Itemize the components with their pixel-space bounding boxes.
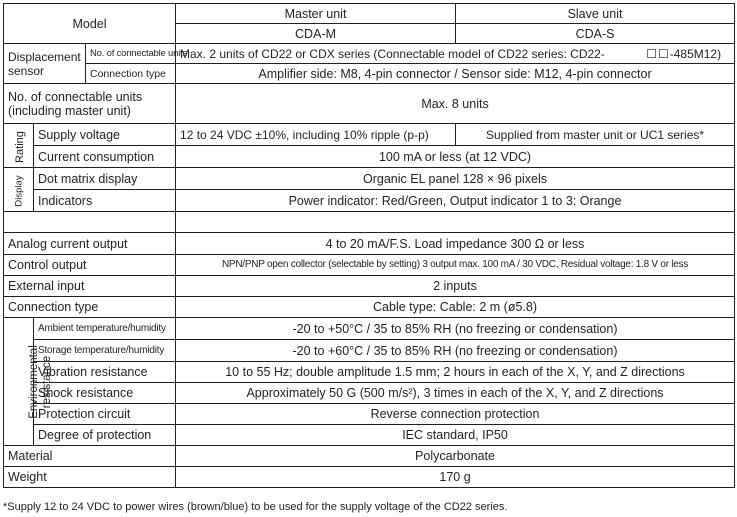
analog-row — [4, 233, 735, 255]
displacement-connection-row — [4, 64, 735, 84]
slave-unit-header: Slave unit — [456, 4, 735, 24]
environmental-category-text — [28, 345, 54, 419]
supply-voltage-slave: Supplied from master unit or UC1 series* — [456, 124, 735, 146]
protection-circuit-label: Protection circuit — [34, 404, 176, 425]
connectable-units-max: Max. 8 units — [176, 84, 735, 124]
supply-voltage-label: Supply voltage — [34, 124, 176, 146]
ambient-label: Ambient temperature/humidity — [34, 318, 176, 340]
model-placeholder-boxes: ☐☐ — [646, 46, 670, 61]
ambient-value: -20 to +50°C / 35 to 85% RH (no freezing or condensation) — [176, 318, 735, 340]
external-input-value: 2 inputs — [176, 276, 735, 297]
dot-matrix-label: Dot matrix display — [34, 168, 176, 190]
weight-label: Weight — [4, 467, 176, 488]
environmental-category — [4, 318, 53, 446]
material-value: Polycarbonate — [176, 446, 735, 467]
supply-voltage-row — [4, 124, 735, 146]
blank-value-cell — [176, 212, 735, 233]
storage-row — [4, 340, 735, 362]
connection-type-label: Connection type — [4, 297, 176, 318]
indicators-label: Indicators — [34, 190, 176, 212]
slave-model: CDA-S — [456, 24, 735, 44]
displacement-connectable-row — [4, 44, 735, 64]
vibration-value: 10 to 55 Hz; double amplitude 1.5 mm; 2 hours in each of the X, Y, and Z directions — [176, 362, 735, 383]
analog-output-label: Analog current output — [4, 233, 176, 255]
degree-protection-label: Degree of protection — [34, 425, 176, 446]
connection-type-cable: Cable type: Cable: 2 m (ø5.8) — [176, 297, 735, 318]
connectable-units-line2: (including master unit) — [8, 103, 131, 118]
ambient-row — [4, 318, 735, 340]
master-model: CDA-M — [176, 24, 456, 44]
blank-label-cell — [4, 212, 176, 233]
connectable-units-label — [4, 84, 176, 124]
material-row — [4, 446, 735, 467]
vibration-row — [4, 362, 735, 383]
environmental-line1: Environmental — [27, 344, 40, 419]
weight-value: 170 g — [176, 467, 735, 488]
degree-row — [4, 425, 735, 446]
displacement-label-line2: sensor — [8, 63, 45, 78]
degree-protection-value: IEC standard, IP50 — [176, 425, 735, 446]
control-row — [4, 255, 735, 276]
connectable-units-line1: No. of connectable units — [8, 89, 143, 104]
connectable-units-row — [4, 84, 735, 124]
environmental-line2: resistance — [40, 355, 53, 408]
current-consumption-label: Current consumption — [34, 146, 176, 168]
external-input-row — [4, 276, 735, 297]
header-row — [4, 4, 735, 24]
shock-row — [4, 383, 735, 404]
current-consumption-value: 100 mA or less (at 12 VDC) — [176, 146, 735, 168]
connection-type-value: Amplifier side: M8, 4-pin connector / Sensor side: M12, 4-pin connector — [176, 64, 735, 84]
material-label: Material — [4, 446, 176, 467]
control-output-label: Control output — [4, 255, 176, 276]
rating-category — [4, 124, 34, 168]
dot-matrix-row — [4, 168, 735, 190]
spec-table — [3, 3, 735, 488]
external-input-label: External input — [4, 276, 176, 297]
connectable-units-sublabel: No. of connectable units — [86, 44, 176, 64]
shock-value: Approximately 50 G (500 m/s²), 3 times in each of the X, Y, and Z directions — [176, 383, 735, 404]
model-header: Model — [4, 4, 176, 44]
master-unit-header: Master unit — [176, 4, 456, 24]
protection-circuit-row — [4, 404, 735, 425]
indicators-row — [4, 190, 735, 212]
indicators-value: Power indicator: Red/Green, Output indicator 1 to 3: Orange — [176, 190, 735, 212]
blank-row — [4, 212, 735, 233]
storage-label: Storage temperature/humidity — [34, 340, 176, 362]
connectable-value-prefix: Max. 2 units of CD22 or CDX series (Connectable model of CD22 series: CD22- — [180, 46, 605, 61]
connection-row — [4, 297, 735, 318]
display-category-text: Display — [13, 175, 25, 207]
shock-label: Shock resistance — [34, 383, 176, 404]
control-output-value: NPN/PNP open collector (selectable by setting) 3 output max. 100 mA / 30 VDC, Residual voltage: 1.8 V or less — [176, 255, 735, 276]
display-category — [4, 168, 34, 212]
supply-voltage-master: 12 to 24 VDC ±10%, including 10% ripple (p-p) — [176, 124, 456, 146]
connectable-units-value — [176, 44, 735, 64]
displacement-sensor-label — [4, 44, 86, 84]
storage-value: -20 to +60°C / 35 to 85% RH (no freezing or condensation) — [176, 340, 735, 362]
vibration-label: Vibration resistance — [34, 362, 176, 383]
dot-matrix-value: Organic EL panel 128 × 96 pixels — [176, 168, 735, 190]
protection-circuit-value: Reverse connection protection — [176, 404, 735, 425]
connection-type-sublabel: Connection type — [86, 64, 176, 84]
connectable-value-suffix: -485M12) — [669, 46, 722, 61]
analog-output-value: 4 to 20 mA/F.S. Load impedance 300 Ω or less — [176, 233, 735, 255]
rating-category-text: Rating — [13, 130, 26, 163]
displacement-label-line1: Displacement — [8, 49, 81, 64]
current-consumption-row — [4, 146, 735, 168]
footnote: *Supply 12 to 24 VDC to power wires (brown/blue) to be used for the supply voltage of the CD22 series. — [3, 501, 508, 513]
weight-row — [4, 467, 735, 488]
